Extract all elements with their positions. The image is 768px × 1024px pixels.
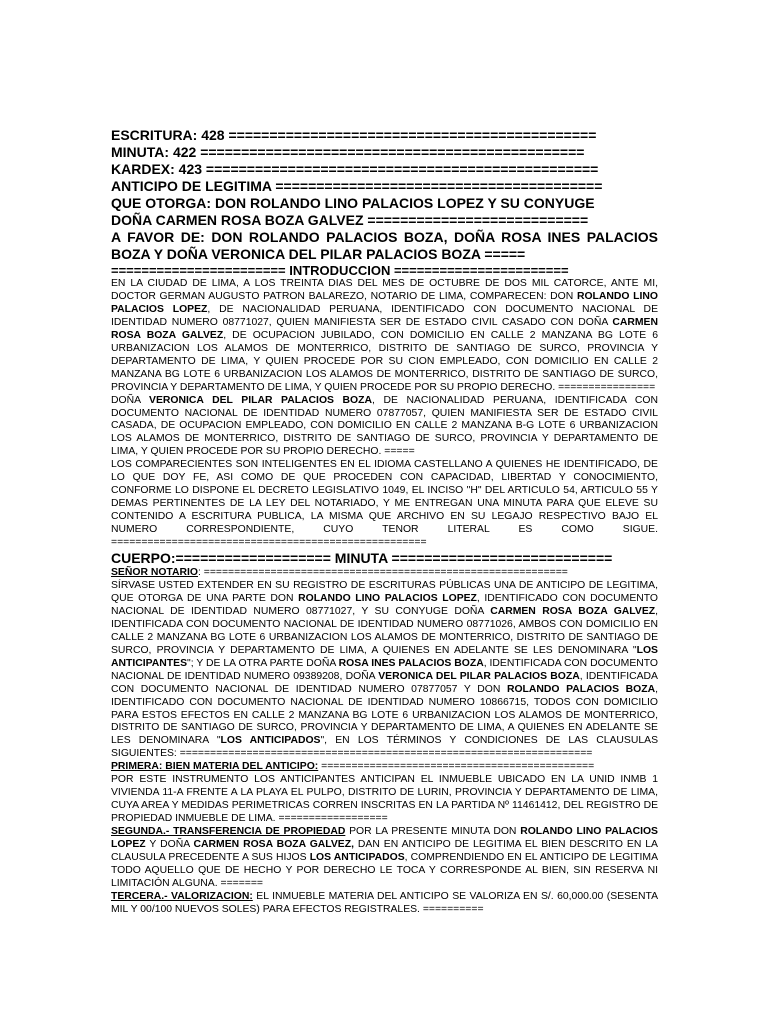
paragraph-text: SÍRVASE USTED EXTENDER EN SU REGISTRO DE ESCRITURAS PÚBLICAS UNA DE ANTICIPO DE LEGITIMA, QUE OTORGA DE UNA PARTE DON [111, 579, 658, 604]
paragraph-text: LOS COMPARECIENTES SON INTELIGENTES EN EL IDIOMA CASTELLANO A QUIENES HE IDENTIFICADO, DE LO QUE DOY FE, ASI COMO DE QUE PROCEDEN CON CAPACIDAD, LIBERTAD Y CONOCIMIENTO, CONFORME LO DISPONE EL DECRETO LEGISLATIVO 1049, EL INCISO "H" DEL ARTICULO 54, ARTICULO 55 Y DEMAS PERTINENTES DE LA LEY DEL NOTARIADO, Y ME ENTREGAN UNA MINUTA PARA QUE ELEVE SU CONTENIDO A ESCRITURA PUBLICA, LA MISMA QUE ARCHIVO EN SU LEGAJO RESPECTIVO BAJO EL NUMERO CORRESPONDIENTE, CUYO TENOR LITERAL ES COMO SIGUE. ==================================================== [111, 459, 658, 549]
bold-name: CARMEN ROSA BOZA GALVEZ [111, 316, 658, 341]
clause-title: SEÑOR NOTARIO [111, 567, 198, 579]
paragraph-text: , IDENTIFICADO CON DOCUMENTO NACIONAL DE IDENTIDAD NUMERO 10866715, TODOS CON DOMICILIO PARA ESTOS EFECTOS EN CALLE 2 MANZANA BG LOTE 6 URBANIZACION LOS ALAMOS DE MONTERRICO, DISTRITO DE SANTIAGO DE SURCO, PROVINCIA Y DEPARTAMENTO DE LIMA, A QUIENES EN ADELANTE SE LES DENOMINARA " [111, 683, 658, 747]
clause-title-bold [111, 826, 345, 837]
kardex-line: KARDEX: 423 ================================================ [111, 161, 599, 177]
intro-paragraph [111, 278, 658, 395]
bold-name: CARMEN ROSA BOZA GALVEZ [490, 605, 656, 617]
paragraph-text: DOÑA [111, 394, 150, 406]
paragraph-text: DAN EN ANTICIPO DE LEGITIMA EL BIEN DESCRITO EN LA CLAUSULA PRECEDENTE A SUS HIJOS [111, 839, 658, 863]
clause-title-bold [111, 891, 253, 902]
paragraph-text: : ============================================================ [197, 567, 568, 579]
clause-title-bold [111, 761, 318, 772]
bold-name: ROLANDO LINO PALACIOS LOPEZ [298, 592, 477, 604]
bold-name: LOS ANTICIPADOS [309, 851, 405, 863]
paragraph-text: EL INMUEBLE MATERIA DEL ANTICIPO SE VALORIZA EN S/. 60,000.00 (SESENTA MIL Y 00/100 NUEVOS SOLES) PARA EFECTOS REGISTRALES. ========== [111, 890, 658, 915]
paragraph-text: Y DOÑA [145, 839, 194, 851]
favor-de-line: A FAVOR DE: DON ROLANDO PALACIOS BOZA, DOÑA ROSA INES PALACIOS BOZA Y DOÑA VERONICA DEL PILAR PALACIOS BOZA ===== [111, 229, 658, 262]
paragraph-text: , COMPRENDIENDO EN EL ANTICIPO DE LEGITIMA TODO AQUELLO QUE DE HECHO Y POR DERECHO LE TOCA Y CORRESPONDE AL BIEN, SIN RESERVA NI LIMITACIÓN ALGUNA. ======= [111, 851, 659, 889]
bold-name: ROSA INES PALACIOS BOZA [338, 657, 484, 669]
otorga-line: QUE OTORGA: DON ROLANDO LINO PALACIOS LOPEZ Y SU CONYUGE [111, 195, 595, 211]
bold-name: VERONICA DEL PILAR PALACIOS BOZA [378, 670, 580, 682]
minuta-paragraph [111, 580, 658, 761]
bold-name: VERONICA DEL PILAR PALACIOS BOZA [149, 394, 372, 406]
minuta-paragraph [111, 761, 658, 774]
introduccion-heading: ======================= INTRODUCCION ======================= [111, 263, 569, 278]
intro-paragraph [111, 395, 658, 460]
paragraph-text: EN LA CIUDAD DE LIMA, A LOS TREINTA DIAS DEL MES DE OCTUBRE DE DOS MIL CATORCE, ANTE MI, DOCTOR GERMAN AUGUSTO PATRON BALAREZO, NOTARIO DE LIMA, COMPARECEN: DON [111, 278, 658, 302]
intro-paragraph [111, 459, 658, 550]
paragraph-text: , IDENTIFICADA CON DOCUMENTO NACIONAL DE IDENTIDAD NUMERO 09389208, DOÑA [111, 657, 659, 682]
paragraph-text: , DE NACIONALIDAD PERUANA, IDENTIFICADO CON DOCUMENTO NACIONAL DE IDENTIDAD NUMERO 08771027, QUIEN MANIFIESTA SER DE ESTADO CIVIL CASADO CON DOÑA [111, 303, 658, 328]
clause-title: SEGUNDA.- TRANSFERENCIA DE PROPIEDAD [111, 826, 346, 838]
bold-name: LOS ANTICIPADOS [220, 735, 321, 747]
escritura-line: ESCRITURA: 428 ============================================= [111, 127, 597, 143]
minuta-paragraph [111, 891, 658, 917]
clause-title: TERCERA.- VALORIZACION: [111, 890, 253, 902]
minuta-paragraph [111, 826, 658, 891]
bold-name: ROLANDO LINO PALACIOS LOPEZ [111, 290, 658, 315]
minuta-body-section [111, 567, 658, 917]
introduccion-section [111, 278, 658, 550]
paragraph-text: POR ESTE INSTRUMENTO LOS ANTICIPANTES ANTICIPAN EL INMUEBLE UBICADO EN LA UNID INMB 1 VIVIENDA 11-A FRENTE A LA PLAYA EL PULPO, DISTRITO DE LURIN, PROVINCIA Y DEPARTAMENTO DE LIMA, CUYA AREA Y MEDIDAS PERIMETRICAS CORREN INSCRITAS EN LA PARTIDA Nº 11461412, DEL REGISTRO DE PROPIEDAD INMUEBLE DE LIMA. ================== [111, 774, 658, 825]
paragraph-text: , IDENTIFICADA CON DOCUMENTO NACIONAL DE IDENTIDAD NUMERO 07877057 Y DON [111, 670, 658, 695]
paragraph-text: "; Y DE LA OTRA PARTE DOÑA [187, 657, 339, 669]
bold-name: ROLANDO LINO PALACIOS LOPEZ [111, 826, 658, 851]
bold-name: LOS ANTICIPANTES [111, 644, 658, 669]
paragraph-text: ============================================= [318, 761, 595, 773]
paragraph-text: ", EN LOS TÉRMINOS Y CONDICIONES DE LAS CLAUSULAS SIGUIENTES: ==================================================================== [111, 735, 658, 760]
paragraph-text: , DE NACIONALIDAD PERUANA, IDENTIFICADA CON DOCUMENTO NACIONAL DE IDENTIDAD NUMERO 07877057, QUIEN MANIFIESTA SER DE ESTADO CIVIL CASADA, DE OCUPACION EMPLEADO, CON DOMICILIO EN CALLE 2 MANZANA B-G LOTE 6 URBANIZACION LOS ALAMOS DE MONTERRICO, DISTRITO DE SANTIAGO DE SURCO, PROVINCIA Y DEPARTAMENTO DE LIMA, Y QUIEN PROCEDE POR SU PROPIO DERECHO. ===== [111, 394, 658, 458]
bold-name: ROLANDO PALACIOS BOZA [506, 683, 656, 695]
clause-title: PRIMERA: BIEN MATERIA DEL ANTICIPO: [111, 761, 319, 773]
paragraph-text: POR LA PRESENTE MINUTA DON [345, 826, 521, 838]
bold-name: CARMEN ROSA BOZA GALVEZ, [193, 839, 354, 851]
paragraph-text: , DE OCUPACION JUBILADO, CON DOMICILIO EN CALLE 2 MANZANA BG LOTE 6 URBANIZACION LOS ALAMOS DE MONTERRICO, DISTRITO DE SANTIAGO DE SURCO, PROVINCIA Y DEPARTAMENTO DE LIMA, Y QUIEN PROCEDE POR SU CION EMPLEADO, CON DOMICILIO EN CALLE 2 MANZANA BG LOTE 6 URBANIZACION LOS ALAMOS DE MONTERRICO, DISTRITO DE SANTIAGO DE SURCO, PROVINCIA Y DEPARTAMENTO DE LIMA, Y QUIEN PROCEDE POR SU PROPIO DERECHO. ================ [111, 329, 659, 393]
minuta-line: MINUTA: 422 =============================================== [111, 144, 585, 160]
paragraph-text: , IDENTIFICADA CON DOCUMENTO NACIONAL DE IDENTIDAD NUMERO 08771026, AMBOS CON DOMICILIO EN CALLE 2 MANZANA BG LOTE 6 URBANIZACION LOS ALAMOS DE MONTERRICO, DISTRITO DE SANTIAGO DE SURCO, PROVINCIA Y DEPARTAMENTO DE LIMA, A QUIENES EN ADELANTE SE LES DENOMINARA " [111, 605, 658, 656]
paragraph-text: , IDENTIFICADO CON DOCUMENTO NACIONAL DE IDENTIDAD NUMERO 08771027, Y SU CONYUGE DOÑA [111, 592, 658, 617]
minuta-paragraph [111, 567, 658, 580]
cuerpo-heading: CUERPO:=================== MINUTA =========================== [111, 550, 613, 567]
otorga-line-2: DOÑA CARMEN ROSA BOZA GALVEZ =========================== [111, 212, 589, 228]
anticipo-title: ANTICIPO DE LEGITIMA ======================================== [111, 178, 603, 194]
minuta-paragraph [111, 774, 658, 826]
clause-title-bold [111, 567, 198, 578]
